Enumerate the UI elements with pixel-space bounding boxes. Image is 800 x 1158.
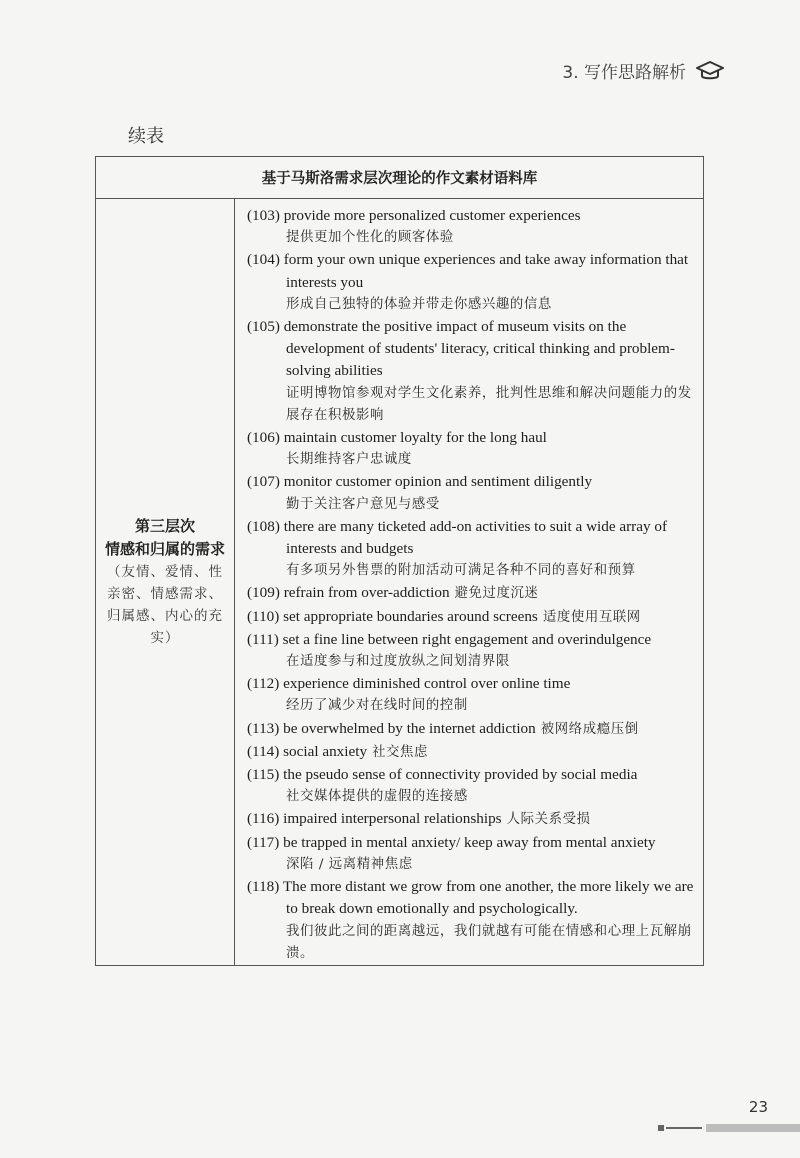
entry-english: (104) form your own unique experiences and take away information that interests you (247, 251, 689, 291)
entry-chinese: 被网络成瘾压倒 (540, 721, 639, 737)
entry-english: (107) monitor customer opinion and sentiment diligently (247, 473, 593, 491)
entries-cell (235, 199, 703, 965)
entry-chinese: 适度使用互联网 (542, 609, 641, 625)
category-detail: （友情、爱情、性亲密、情感需求、归属感、内心的充实） (107, 564, 223, 646)
section-header (562, 58, 724, 83)
entry-chinese: 提供更加个性化的顾客体验 (286, 230, 454, 246)
entry-english: (116) impaired interpersonal relationships 人际关系受损 (247, 810, 591, 828)
entry-english: (112) experience diminished control over online time (247, 675, 571, 693)
entry-chinese: 在适度参与和过度放纵之间划清界限 (286, 654, 510, 670)
entry-chinese: 深陷 / 远离精神焦虑 (286, 856, 413, 872)
entry-english: (115) the pseudo sense of connectivity provided by social media (247, 766, 638, 784)
entry-english: (108) there are many ticketed add-on activities to suit a wide array of interests and budgets (247, 517, 668, 558)
footer-decoration (658, 1126, 800, 1130)
entry-english: (114) social anxiety 社交焦虑 (247, 742, 429, 760)
entry-english: (111) set a fine line between right engagement and overindulgence (247, 630, 652, 648)
category-cell (96, 199, 235, 965)
list-item (247, 316, 699, 427)
graduation-cap-icon (696, 60, 724, 82)
entry-chinese: 社交媒体提供的虚假的连接感 (286, 789, 468, 805)
entry-chinese: 避免过度沉迷 (454, 586, 539, 602)
corpus-table (95, 156, 704, 966)
entry-english: (105) demonstrate the positive impact of museum visits on the development of students' literacy, critical thinking and problem-solving abilities (247, 318, 675, 380)
list-item (247, 427, 699, 471)
entry-chinese: 人际关系受损 (506, 812, 591, 828)
list-item (247, 876, 699, 965)
entry-english: (106) maintain customer loyalty for the long haul (247, 429, 547, 447)
category-level: 第三层次 (134, 517, 195, 535)
list-item (247, 808, 699, 831)
entry-chinese: 我们彼此之间的距离越远，我们就越有可能在情感和心理上瓦解崩溃。 (286, 923, 692, 961)
entry-english: (109) refrain from over-addiction 避免过度沉迷 (247, 584, 539, 602)
entry-chinese: 有多项另外售票的附加活动可满足各种不同的喜好和预算 (286, 563, 636, 579)
page-number: 23 (748, 1098, 768, 1116)
entry-english: (110) set appropriate boundaries around screens 适度使用互联网 (247, 607, 641, 625)
entry-english: (113) be overwhelmed by the internet addiction 被网络成瘾压倒 (247, 719, 639, 737)
entry-chinese: 勤于关注客户意见与感受 (286, 496, 440, 512)
continued-label: 续表 (128, 126, 164, 147)
entry-chinese: 社交焦虑 (372, 744, 429, 760)
table-title: 基于马斯洛需求层次理论的作文素材语料库 (96, 157, 703, 199)
list-item (247, 205, 699, 249)
entry-chinese: 经历了减少对在线时间的控制 (286, 698, 468, 714)
list-item (247, 673, 699, 717)
list-item (247, 516, 699, 583)
list-item (247, 718, 699, 741)
list-item (247, 764, 699, 808)
list-item (247, 582, 699, 605)
list-item (247, 629, 699, 673)
category-name: 情感和归属的需求 (104, 540, 225, 558)
entry-chinese: 证明博物馆参观对学生文化素养，批判性思维和解决问题能力的发展存在积极影响 (286, 385, 692, 423)
entry-english: (117) be trapped in mental anxiety/ keep away from mental anxiety (247, 833, 656, 851)
entry-chinese: 长期维持客户忠诚度 (286, 452, 412, 468)
list-item (247, 471, 699, 515)
list-item (247, 832, 699, 876)
entry-chinese: 形成自己独特的体验并带走你感兴趣的信息 (286, 296, 552, 312)
list-item (247, 249, 699, 316)
list-item (247, 606, 699, 629)
section-title: 3. 写作思路解析 (562, 63, 686, 83)
entry-english: (118) The more distant we grow from one another, the more likely we are to break down emotionally and psychologically. (247, 878, 694, 918)
entry-english: (103) provide more personalized customer experiences (247, 207, 581, 224)
list-item (247, 741, 699, 764)
